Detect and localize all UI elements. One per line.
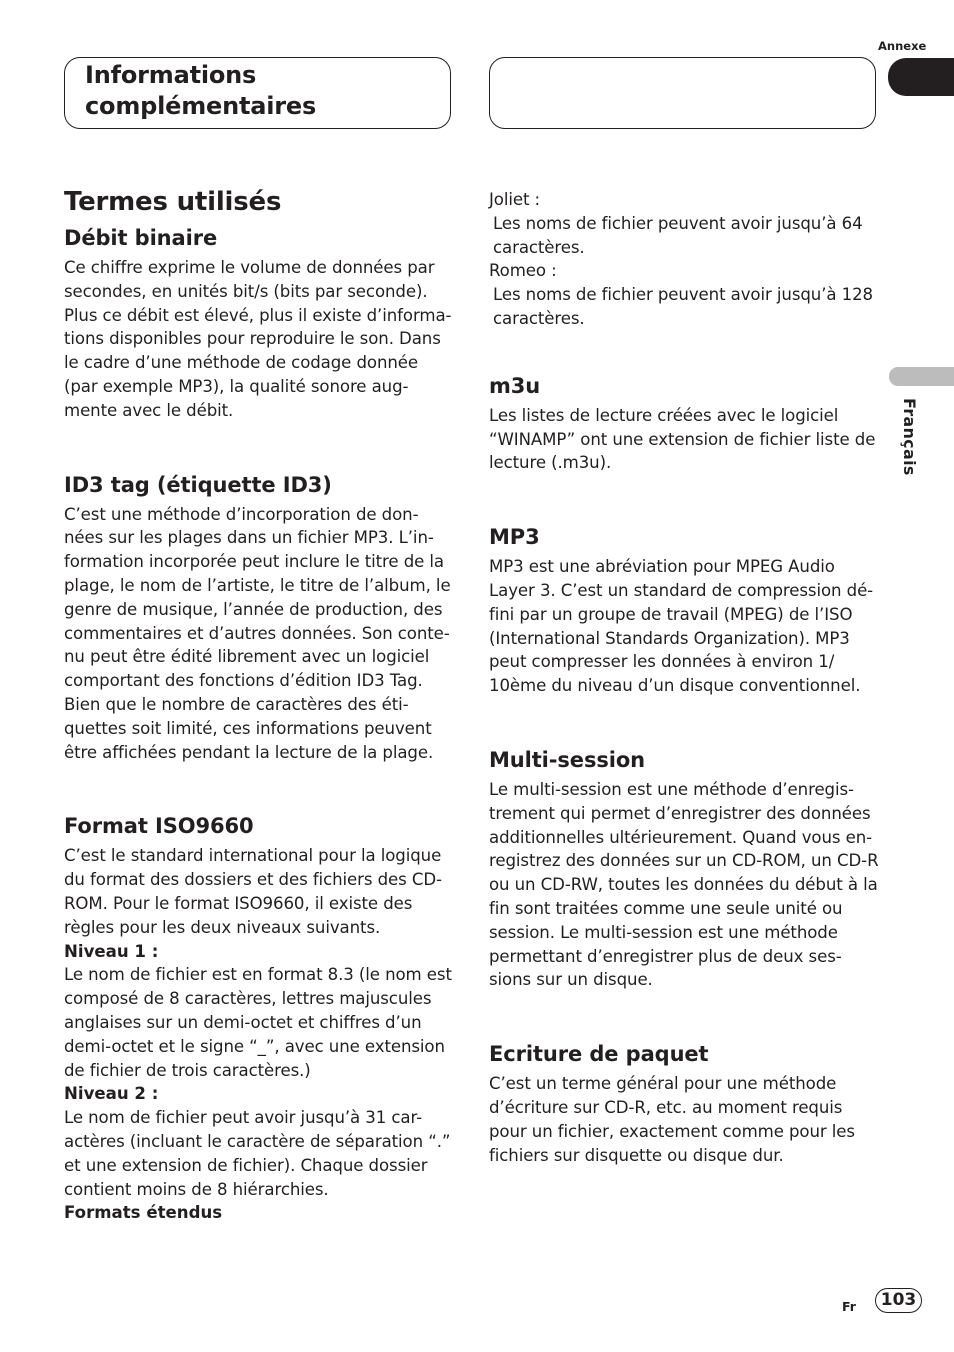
- main-title: Termes utilisés: [64, 187, 282, 217]
- section-title: [85, 60, 445, 122]
- left-column: [64, 187, 456, 1225]
- text-id3-tag: C’est une méthode d’incorporation de don-nées sur les plages dans un fichier MP3. L’in-formation incorporée peut inclure le titre de la plage, le nom de l’artiste, le titre de l’album, le genre de musique, l’année de production, des commentaires et d’autres données. Son conte-nu peut être édité librement avec un logiciel comportant des fonctions d’édition ID3 Tag. Bien que le nombre de caractères des éti-quettes soit limité, ces informations peuvent être affichées pendant la lecture de la plage.: [64, 504, 451, 762]
- heading-m3u: m3u: [489, 373, 541, 398]
- text-mp3: MP3 est une abréviation pour MPEG Audio Layer 3. C’est un standard de compression dé-fini par un groupe de travail (MPEG) de l’ISO (International Standards Organization). MP3 peut compresser les données à environ 1/ 10ème du niveau d’un disque conventionnel.: [489, 557, 874, 696]
- label-joliet: Joliet :: [489, 190, 541, 209]
- language-label: Français: [900, 398, 919, 476]
- text-niveau-1: Le nom de fichier est en format 8.3 (le nom est composé de 8 caractères, lettres majuscules anglaises sur un demi-octet et chiffres d’un demi-octet et le signe “_”, avec une extension de fichier de trois caractères.): [64, 965, 452, 1080]
- label-romeo: Romeo :: [489, 261, 557, 281]
- subsection-header-box: [489, 57, 876, 129]
- language-code: Fr: [842, 1299, 856, 1314]
- heading-ecriture-de-paquet: Ecriture de paquet: [489, 1042, 709, 1067]
- text-niveau-2: Le nom de fichier peut avoir jusqu’à 31 car-actères (incluant le caractère de séparation “.” et une extension de fichier). Chaque dossier contient moins de 8 hiérarchies.: [64, 1108, 451, 1199]
- label-niveau-1: Niveau 1 :: [64, 941, 159, 961]
- heading-multi-session: Multi-session: [489, 747, 646, 772]
- text-ecriture-de-paquet: C’est un terme général pour une méthode d’écriture sur CD-R, etc. au moment requis pour un fichier, exactement comme pour les fichiers sur disquette ou disque dur.: [489, 1074, 855, 1165]
- label-niveau-2: Niveau 2 :: [64, 1084, 159, 1104]
- language-tab: [889, 367, 954, 386]
- heading-mp3: MP3: [489, 525, 540, 550]
- heading-format-iso9660: Format ISO9660: [64, 814, 254, 839]
- text-multi-session: Le multi-session est une méthode d’enregis-trement qui permet d’enregistrer des données additionnelles ultérieurement. Quand vous en-registrez des données sur un CD-ROM, un CD-R ou un CD-RW, toutes les données du début à la fin sont traitées comme une seule unité ou session. Le multi-session est une méthode permettant d’enregistrer plus de deux ses-sions sur un disque.: [489, 779, 879, 990]
- right-column: [489, 188, 881, 1167]
- section-title-line2: complémentaires: [85, 92, 317, 120]
- text-joliet: Les noms de fichier peuvent avoir jusqu’à 64 caractères.: [493, 213, 863, 257]
- label-formats-etendus: Formats étendus: [64, 1203, 223, 1223]
- text-romeo: Les noms de fichier peuvent avoir jusqu’à 128 caractères.: [493, 285, 874, 328]
- heading-debit-binaire: Débit binaire: [64, 226, 218, 250]
- page-number: 103: [875, 1288, 922, 1313]
- section-title-line1: Informations: [85, 61, 257, 89]
- annexe-tab: [888, 58, 954, 96]
- text-debit-binaire: Ce chiffre exprime le volume de données par secondes, en unités bit/s (bits par seconde). Plus ce débit est élevé, plus il existe d’informa-tions disponibles pour reproduire le son. Dans le cadre d’une méthode de codage donnée (par exemple MP3), la qualité sonore aug-mente avec le débit.: [64, 258, 452, 420]
- annexe-label: Annexe: [878, 39, 927, 53]
- heading-id3-tag: ID3 tag (étiquette ID3): [64, 472, 332, 497]
- text-format-iso9660: C’est le standard international pour la logique du format des dossiers et des fichiers des CD-ROM. Pour le format ISO9660, il existe des règles pour les deux niveaux suivants.: [64, 846, 442, 937]
- text-m3u: Les listes de lecture créées avec le logiciel “WINAMP” ont une extension de fichier liste de lecture (.m3u).: [489, 405, 876, 473]
